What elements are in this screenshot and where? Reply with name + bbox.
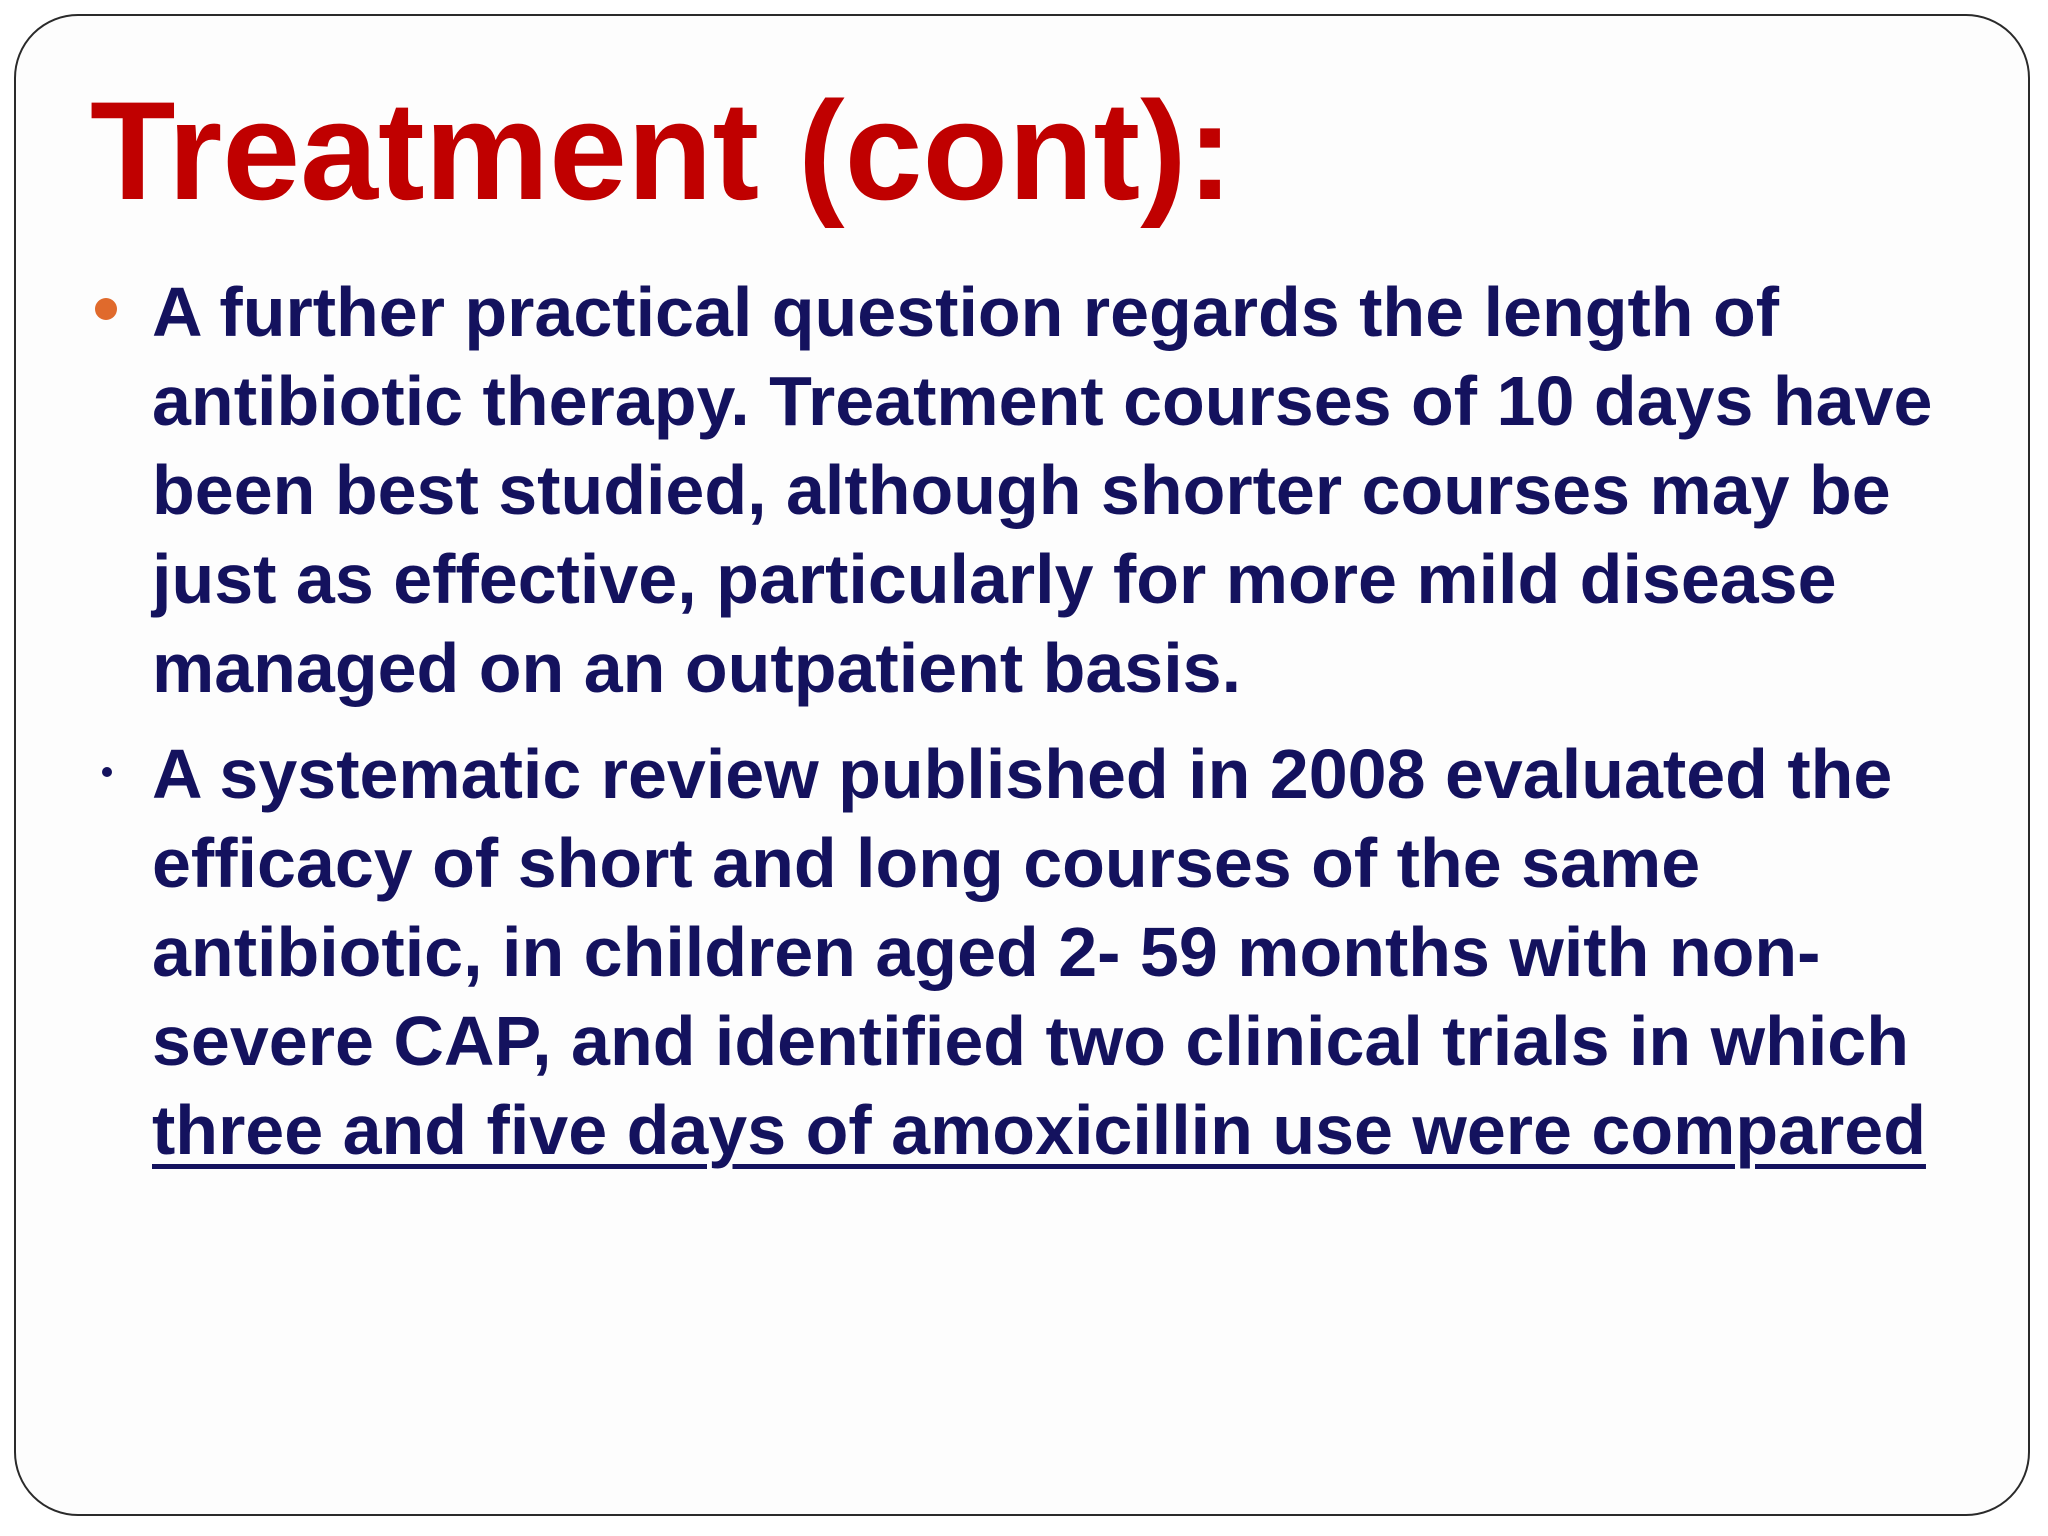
- slide-frame: [14, 14, 2030, 1516]
- orange-bullet-icon: [95, 298, 117, 320]
- underlined-text: three and five days of amoxicillin use were compared: [152, 1091, 1926, 1169]
- bullet-text: A systematic review published in 2008 evaluated the efficacy of short and long courses of the same antibiotic, in children aged 2- 59 months with non-severe CAP, and identified two clinical trials in which: [152, 735, 1909, 1080]
- dot-bullet-icon: [102, 767, 112, 777]
- bullet-list: [16, 268, 2032, 1175]
- slide-title: Treatment (cont):: [90, 72, 1234, 229]
- bullet-item-systematic-review: [16, 730, 2032, 1175]
- bullet-item-treatment-length: [16, 268, 2032, 713]
- bullet-text: A further practical question regards the length of antibiotic therapy. Treatment courses of 10 days have been best studied, although shorter courses may be just as effective, particularly for more mild disease managed on an outpatient basis.: [152, 273, 1933, 707]
